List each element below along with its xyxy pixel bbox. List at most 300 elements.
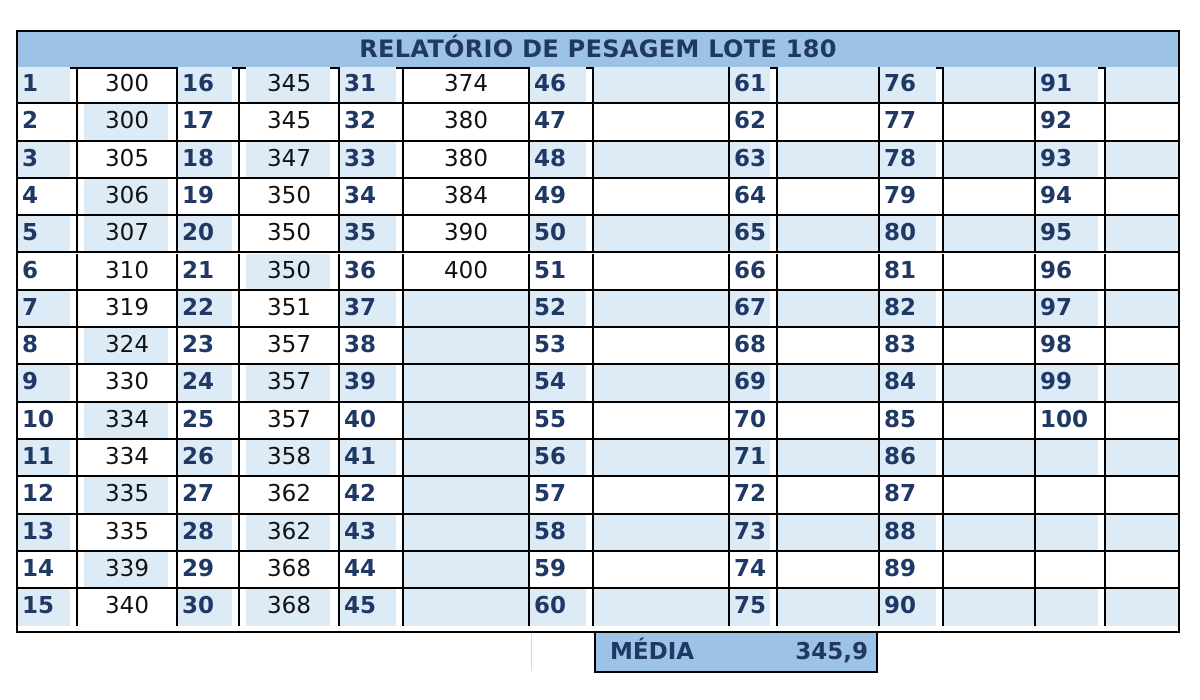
cell-fill: [944, 142, 1034, 177]
weight-value-cell: [404, 477, 530, 514]
weight-value-cell: [78, 142, 178, 179]
row-number-cell: [730, 104, 778, 141]
row-number-cell: [880, 365, 944, 402]
row-number: 64: [734, 182, 767, 209]
weight-value: 335: [105, 481, 149, 508]
weight-value: 334: [105, 406, 149, 433]
weight-value: 305: [105, 145, 149, 172]
row-number-cell: [730, 403, 778, 440]
weight-value: 358: [267, 444, 311, 470]
average-value: 345,9: [795, 639, 868, 665]
row-number: 63: [734, 145, 767, 172]
weight-value-cell: [778, 552, 880, 589]
row-number: 19: [182, 182, 215, 209]
weight-value-cell: [944, 67, 1036, 104]
row-number: 10: [22, 406, 55, 433]
weight-value: 300: [105, 108, 149, 135]
row-number-cell: [730, 515, 778, 552]
row-number-cell: [730, 552, 778, 589]
weight-value-cell: [594, 365, 730, 402]
cell-fill: [1106, 216, 1178, 251]
row-number-cell: [530, 552, 594, 589]
row-number: 1: [22, 71, 39, 97]
row-number: 20: [182, 220, 215, 247]
row-number-cell: [1036, 67, 1106, 104]
row-number: 62: [734, 108, 767, 135]
weight-value-cell: [240, 104, 340, 141]
cell-fill: [1106, 589, 1178, 626]
row-number-cell: [18, 328, 78, 365]
row-number: 25: [182, 406, 215, 433]
weight-value-cell: [78, 291, 178, 328]
cell-fill: [1106, 440, 1178, 475]
cell-fill: [944, 365, 1034, 400]
row-number: 82: [884, 294, 917, 321]
row-number: 24: [182, 369, 215, 396]
weight-value: 400: [444, 257, 488, 284]
weight-value: 324: [105, 332, 149, 359]
weight-value-cell: [594, 477, 730, 514]
row-number-cell: [18, 104, 78, 141]
row-number-cell: [880, 67, 944, 104]
row-number-cell: [880, 254, 944, 291]
row-number-cell: [880, 142, 944, 179]
weight-value-cell: [78, 328, 178, 365]
weight-value-cell: [240, 440, 340, 477]
cell-fill: [944, 291, 1034, 326]
weight-value-cell: [1106, 365, 1178, 402]
cell-fill: [1036, 515, 1098, 550]
row-number: 77: [884, 108, 917, 135]
row-number: 36: [344, 257, 377, 284]
row-number-cell: [1036, 515, 1106, 552]
cell-fill: [404, 440, 528, 475]
weight-value-cell: [404, 104, 530, 141]
row-number: 71: [734, 444, 767, 470]
row-number: 83: [884, 332, 917, 359]
row-number-cell: [178, 104, 240, 141]
weight-value-cell: [944, 552, 1036, 589]
row-number: 100: [1040, 406, 1089, 433]
row-number: 75: [734, 593, 767, 620]
weight-value: 300: [105, 71, 149, 97]
row-number-cell: [340, 552, 404, 589]
row-number-cell: [1036, 142, 1106, 179]
weight-value-cell: [404, 179, 530, 216]
weight-value-cell: [778, 142, 880, 179]
weight-value-cell: [240, 254, 340, 291]
weight-value-cell: [778, 365, 880, 402]
weight-value-cell: [594, 440, 730, 477]
cell-fill: [944, 589, 1034, 626]
row-number: 92: [1040, 108, 1073, 135]
weight-value-cell: [240, 67, 340, 104]
row-number: 13: [22, 518, 55, 545]
weight-value-cell: [1106, 67, 1178, 104]
weight-value-cell: [944, 589, 1036, 626]
row-number-cell: [730, 142, 778, 179]
row-number-cell: [530, 254, 594, 291]
row-number-cell: [18, 477, 78, 514]
row-number: 6: [22, 257, 39, 284]
weight-value: 307: [105, 220, 149, 247]
weight-value-cell: [594, 104, 730, 141]
weight-value: 350: [267, 182, 311, 209]
row-number-cell: [1036, 477, 1106, 514]
weight-value-cell: [594, 291, 730, 328]
weight-value-cell: [778, 179, 880, 216]
cell-fill: [404, 552, 528, 587]
weight-value-cell: [1106, 477, 1178, 514]
weight-value-cell: [1106, 328, 1178, 365]
row-number: 54: [534, 369, 567, 396]
row-number-cell: [340, 291, 404, 328]
weight-value-cell: [1106, 104, 1178, 141]
row-number: 44: [344, 555, 377, 582]
cell-fill: [944, 216, 1034, 251]
weight-value-cell: [594, 515, 730, 552]
cell-fill: [404, 477, 528, 512]
cell-fill: [594, 515, 728, 550]
row-number: 3: [22, 145, 39, 172]
row-number-cell: [530, 589, 594, 626]
row-number: 47: [534, 108, 567, 135]
row-number: 95: [1040, 220, 1073, 247]
row-number: 99: [1040, 369, 1073, 396]
row-number-cell: [730, 216, 778, 253]
row-number: 34: [344, 182, 377, 209]
row-number: 90: [884, 593, 917, 620]
weight-value: 340: [105, 593, 149, 620]
cell-fill: [404, 589, 528, 626]
row-number: 48: [534, 145, 567, 172]
cell-fill: [594, 440, 728, 475]
row-number: 72: [734, 481, 767, 508]
weight-value-cell: [240, 216, 340, 253]
weight-value: 350: [267, 220, 311, 247]
row-number-cell: [1036, 552, 1106, 589]
weight-value-cell: [1106, 216, 1178, 253]
row-number: 2: [22, 108, 39, 135]
weight-value: 345: [267, 108, 311, 135]
row-number-cell: [340, 403, 404, 440]
cell-fill: [778, 216, 878, 251]
weight-value: 362: [267, 481, 311, 508]
average-box: [594, 631, 878, 673]
weight-value-cell: [594, 254, 730, 291]
cell-fill: [778, 142, 878, 177]
row-number: 31: [344, 71, 377, 97]
weight-value-cell: [778, 515, 880, 552]
cell-fill: [404, 291, 528, 326]
row-number: 96: [1040, 257, 1073, 284]
row-number-cell: [178, 477, 240, 514]
row-number: 94: [1040, 182, 1073, 209]
row-number-cell: [178, 142, 240, 179]
weight-value-cell: [944, 365, 1036, 402]
cell-fill: [404, 515, 528, 550]
row-number-cell: [18, 179, 78, 216]
cell-fill: [944, 67, 1034, 102]
weight-value: 345: [267, 71, 311, 97]
row-number: 14: [22, 555, 55, 582]
weight-value-cell: [404, 589, 530, 626]
weight-value-cell: [594, 216, 730, 253]
weight-value-cell: [944, 179, 1036, 216]
weight-value-cell: [1106, 403, 1178, 440]
cell-fill: [404, 403, 528, 438]
row-number-cell: [18, 142, 78, 179]
row-number-cell: [530, 403, 594, 440]
row-number-cell: [340, 440, 404, 477]
weight-value-cell: [404, 216, 530, 253]
row-number-cell: [178, 328, 240, 365]
row-number: 17: [182, 108, 215, 135]
row-number-cell: [18, 515, 78, 552]
row-number-cell: [730, 67, 778, 104]
weight-value: 380: [444, 108, 488, 135]
weight-value-cell: [1106, 440, 1178, 477]
row-number: 12: [22, 481, 55, 508]
row-number-cell: [530, 179, 594, 216]
weight-value-cell: [78, 216, 178, 253]
row-number: 42: [344, 481, 377, 508]
row-number: 26: [182, 444, 215, 470]
weight-value-cell: [240, 403, 340, 440]
row-number: 38: [344, 332, 377, 359]
row-number-cell: [178, 589, 240, 626]
weight-value: 350: [267, 257, 311, 284]
row-number-cell: [880, 515, 944, 552]
weight-value-cell: [778, 328, 880, 365]
weight-value: 357: [267, 406, 311, 433]
weight-value-cell: [1106, 589, 1178, 626]
row-number-cell: [340, 67, 404, 104]
cell-fill: [594, 216, 728, 251]
weight-value-cell: [944, 142, 1036, 179]
row-number-cell: [1036, 589, 1106, 626]
row-number-cell: [178, 179, 240, 216]
cell-fill: [594, 142, 728, 177]
weight-value-cell: [78, 589, 178, 626]
cell-fill: [594, 365, 728, 400]
row-number-cell: [1036, 440, 1106, 477]
weight-value-cell: [944, 477, 1036, 514]
row-number-cell: [530, 477, 594, 514]
weight-value-cell: [594, 142, 730, 179]
weight-value: 334: [105, 444, 149, 470]
weight-value-cell: [1106, 291, 1178, 328]
row-number: 85: [884, 406, 917, 433]
weight-value-cell: [240, 142, 340, 179]
cell-fill: [1106, 291, 1178, 326]
weight-value-cell: [944, 104, 1036, 141]
weight-value-cell: [944, 403, 1036, 440]
row-number-cell: [340, 104, 404, 141]
row-number-cell: [178, 254, 240, 291]
weight-value-cell: [778, 216, 880, 253]
row-number-cell: [178, 403, 240, 440]
row-number-cell: [730, 291, 778, 328]
row-number: 70: [734, 406, 767, 433]
weight-value-cell: [78, 477, 178, 514]
row-number-cell: [530, 216, 594, 253]
row-number-cell: [1036, 291, 1106, 328]
row-number-cell: [18, 440, 78, 477]
cell-fill: [594, 589, 728, 626]
weight-value-cell: [1106, 179, 1178, 216]
row-number: 89: [884, 555, 917, 582]
weight-value-cell: [778, 477, 880, 514]
row-number: 65: [734, 220, 767, 247]
row-number: 5: [22, 220, 39, 247]
weight-value-cell: [594, 67, 730, 104]
row-number-cell: [880, 179, 944, 216]
row-number: 45: [344, 593, 377, 620]
cell-fill: [1106, 365, 1178, 400]
weight-value-cell: [404, 328, 530, 365]
row-number: 9: [22, 369, 39, 396]
weight-value: 384: [444, 182, 488, 209]
weight-value: 368: [267, 555, 311, 582]
row-number-cell: [340, 142, 404, 179]
cell-fill: [944, 515, 1034, 550]
row-number-cell: [340, 179, 404, 216]
row-number: 8: [22, 332, 39, 359]
row-number: 93: [1040, 145, 1073, 172]
weight-value-cell: [240, 515, 340, 552]
row-number: 79: [884, 182, 917, 209]
row-number-cell: [880, 291, 944, 328]
weight-value: 390: [444, 220, 488, 247]
row-number-cell: [730, 365, 778, 402]
cell-fill: [1036, 589, 1098, 626]
row-number-cell: [1036, 328, 1106, 365]
row-number: 11: [22, 444, 55, 470]
weight-value-cell: [78, 403, 178, 440]
row-number: 53: [534, 332, 567, 359]
row-number-cell: [880, 403, 944, 440]
row-number: 88: [884, 518, 917, 545]
cell-fill: [594, 291, 728, 326]
gridline: [531, 633, 532, 671]
row-number-cell: [530, 291, 594, 328]
weight-value-cell: [240, 291, 340, 328]
weight-value-cell: [240, 477, 340, 514]
row-number: 58: [534, 518, 567, 545]
weight-value: 380: [444, 145, 488, 172]
row-number: 56: [534, 444, 567, 470]
row-number: 33: [344, 145, 377, 172]
row-number-cell: [880, 440, 944, 477]
row-number: 98: [1040, 332, 1073, 359]
weight-value: 330: [105, 369, 149, 396]
weight-value-cell: [78, 515, 178, 552]
row-number: 49: [534, 182, 567, 209]
row-number-cell: [530, 67, 594, 104]
weight-value-cell: [594, 589, 730, 626]
row-number-cell: [880, 477, 944, 514]
weight-value-cell: [778, 291, 880, 328]
weight-value: 362: [267, 518, 311, 545]
row-number-cell: [178, 552, 240, 589]
weight-value-cell: [944, 216, 1036, 253]
row-number-cell: [340, 477, 404, 514]
weight-value-cell: [78, 104, 178, 141]
cell-fill: [778, 291, 878, 326]
row-number-cell: [880, 589, 944, 626]
weight-value: 357: [267, 369, 311, 396]
row-number-cell: [1036, 104, 1106, 141]
weight-value-cell: [778, 67, 880, 104]
cell-fill: [1106, 515, 1178, 550]
row-number: 32: [344, 108, 377, 135]
row-number: 46: [534, 71, 567, 97]
weight-value: 374: [444, 71, 488, 97]
weight-value-cell: [78, 552, 178, 589]
row-number: 23: [182, 332, 215, 359]
row-number: 78: [884, 145, 917, 172]
weight-value-cell: [78, 254, 178, 291]
row-number: 61: [734, 71, 767, 97]
row-number: 40: [344, 406, 377, 433]
row-number-cell: [178, 440, 240, 477]
row-number-cell: [880, 104, 944, 141]
weight-value: 310: [105, 257, 149, 284]
row-number: 97: [1040, 294, 1073, 321]
weight-value-cell: [944, 328, 1036, 365]
row-number-cell: [340, 216, 404, 253]
row-number: 18: [182, 145, 215, 172]
cell-fill: [1106, 142, 1178, 177]
row-number-cell: [730, 179, 778, 216]
row-number: 37: [344, 294, 377, 321]
weight-value: 339: [105, 555, 149, 582]
row-number: 21: [182, 257, 215, 284]
cell-fill: [778, 515, 878, 550]
weight-value-cell: [240, 589, 340, 626]
row-number: 69: [734, 369, 767, 396]
row-number-cell: [1036, 365, 1106, 402]
weight-value-cell: [78, 440, 178, 477]
cell-fill: [1036, 440, 1098, 475]
row-number-cell: [340, 328, 404, 365]
weight-value-cell: [240, 328, 340, 365]
weight-value-cell: [404, 254, 530, 291]
weight-value-cell: [778, 104, 880, 141]
row-number: 68: [734, 332, 767, 359]
row-number-cell: [730, 477, 778, 514]
row-number-cell: [730, 589, 778, 626]
weight-value: 335: [105, 518, 149, 545]
weight-value: 347: [267, 145, 311, 172]
row-number: 80: [884, 220, 917, 247]
row-number: 7: [22, 294, 39, 321]
row-number: 15: [22, 593, 55, 620]
row-number: 87: [884, 481, 917, 508]
weight-value-cell: [404, 403, 530, 440]
weight-value-cell: [594, 179, 730, 216]
row-number-cell: [18, 365, 78, 402]
weight-value: 368: [267, 593, 311, 620]
row-number: 74: [734, 555, 767, 582]
weight-value-cell: [1106, 552, 1178, 589]
row-number: 84: [884, 369, 917, 396]
row-number-cell: [18, 552, 78, 589]
weight-value-cell: [404, 515, 530, 552]
cell-fill: [944, 440, 1034, 475]
row-number: 73: [734, 518, 767, 545]
